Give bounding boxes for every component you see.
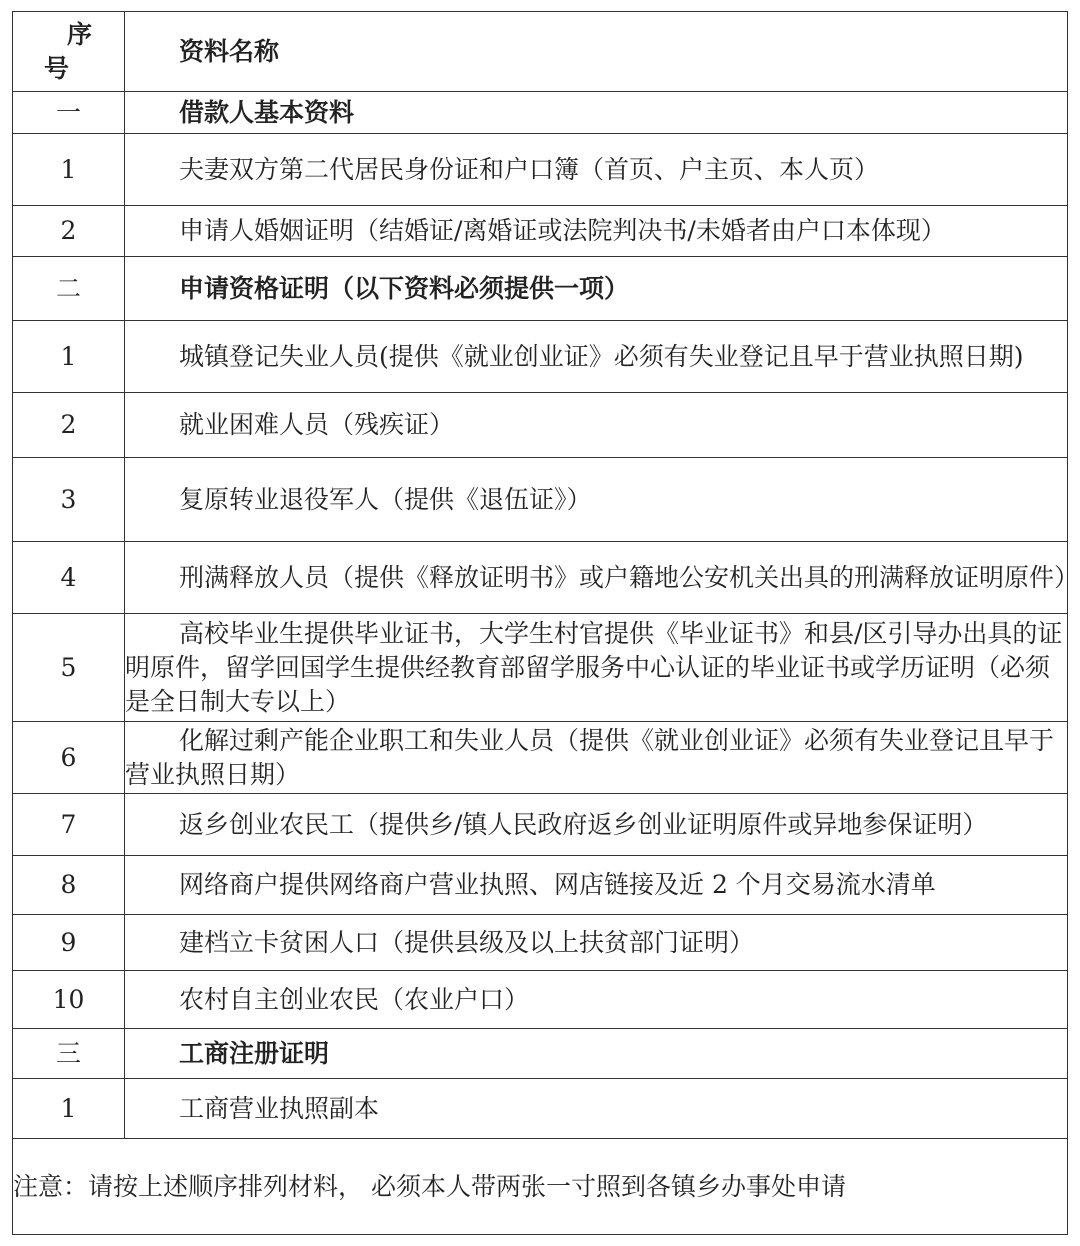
row-text: 夫妻双方第二代居民身份证和户口簿（首页、户主页、本人页）: [179, 154, 880, 184]
row-text: 申请人婚姻证明（结婚证/离婚证或法院判决书/未婚者由户口本体现）: [179, 216, 946, 245]
row-text: 工商营业执照副本: [179, 1093, 380, 1123]
row-text: 返乡创业农民工（提供乡/镇人民政府返乡创业证明原件或异地参保证明）: [179, 809, 988, 839]
row-text: 城镇登记失业人员(提供《就业创业证》必须有失业登记且早于营业执照日期): [179, 341, 1024, 371]
note-row: [13, 1139, 1068, 1235]
table-row: [13, 542, 1068, 614]
row-text: 网络商户提供网络商户营业执照、网店链接及近 2 个月交易流水清单: [179, 870, 936, 899]
table-row: [13, 614, 1068, 722]
table-row: [13, 722, 1068, 794]
row-text: 复原转业退役军人（提供《退伍证》）: [179, 484, 592, 514]
row-text-cell: [125, 206, 1068, 257]
row-num: 3: [13, 458, 125, 542]
table-row: [13, 971, 1068, 1029]
row-text-cell: [125, 915, 1068, 971]
row-text-cell: [125, 722, 1068, 794]
row-num: 二: [13, 257, 125, 321]
row-num: 8: [13, 856, 125, 915]
table-row: [13, 794, 1068, 856]
row-num: 1: [13, 134, 125, 206]
table-row: [13, 1079, 1068, 1139]
row-num: 1: [13, 1079, 125, 1139]
table-row: [13, 1029, 1068, 1079]
table-row: [13, 321, 1068, 393]
row-num: 9: [13, 915, 125, 971]
row-num: 三: [13, 1029, 125, 1079]
row-text-cell: [125, 134, 1068, 206]
row-text-cell: [125, 794, 1068, 856]
note-text: 注意：请按上述顺序排列材料， 必须本人带两张一寸照到各镇乡办事处申请: [13, 1139, 1068, 1235]
row-text-cell: [125, 458, 1068, 542]
table-row: [13, 856, 1068, 915]
row-num: 4: [13, 542, 125, 614]
row-text-cell: [125, 971, 1068, 1029]
row-text-cell: [125, 1079, 1068, 1139]
row-text-cell: [125, 856, 1068, 915]
header-name-cell: [125, 12, 1068, 92]
row-num: 1: [13, 321, 125, 393]
row-text-cell: [125, 614, 1068, 722]
row-num: 2: [13, 206, 125, 257]
materials-table: [12, 11, 1080, 1235]
row-text: 就业困难人员（残疾证）: [179, 410, 455, 439]
table-row: [13, 257, 1068, 321]
row-text: 高校毕业生提供毕业证书，大学生村官提供《毕业证书》和县/区引导办出具的证明原件，留学回国学生提供经教育部留学服务中心认证的毕业证书或学历证明（必须是全日制大专以上）: [125, 618, 1063, 716]
row-text-cell: [125, 1029, 1068, 1079]
header-name: 资料名称: [179, 36, 280, 66]
row-text-cell: [125, 393, 1068, 458]
table-row: [13, 915, 1068, 971]
section-title: 借款人基本资料: [179, 97, 355, 127]
table-header-row: [13, 12, 1068, 92]
row-text-cell: [125, 321, 1068, 393]
header-num-cell: [13, 12, 125, 92]
row-num: 6: [13, 722, 125, 794]
row-num: 10: [13, 971, 125, 1029]
table-row: [13, 393, 1068, 458]
header-num-line2: 号: [43, 53, 69, 83]
row-text-cell: [125, 257, 1068, 321]
row-text-cell: [125, 542, 1080, 614]
section-title: 申请资格证明（以下资料必须提供一项）: [179, 273, 630, 303]
row-text-cell: [125, 92, 1068, 134]
header-num-line1: 序: [66, 19, 92, 49]
row-text: 农村自主创业农民（农业户口）: [179, 984, 530, 1014]
row-text: 建档立卡贫困人口（提供县级及以上扶贫部门证明）: [179, 927, 755, 957]
table-row: [13, 92, 1068, 134]
row-num: 7: [13, 794, 125, 856]
table-row: [13, 458, 1068, 542]
table-row: [13, 134, 1068, 206]
row-num: 一: [13, 92, 125, 134]
row-num: 2: [13, 393, 125, 458]
section-title: 工商注册证明: [179, 1038, 330, 1068]
table-row: [13, 206, 1068, 257]
row-num: 5: [13, 614, 125, 722]
row-text: 化解过剩产能企业职工和失业人员（提供《就业创业证》必须有失业登记且早于营业执照日期）: [125, 725, 1055, 789]
row-text: 刑满释放人员（提供《释放证明书》或户籍地公安机关出具的刑满释放证明原件）: [179, 562, 1080, 592]
